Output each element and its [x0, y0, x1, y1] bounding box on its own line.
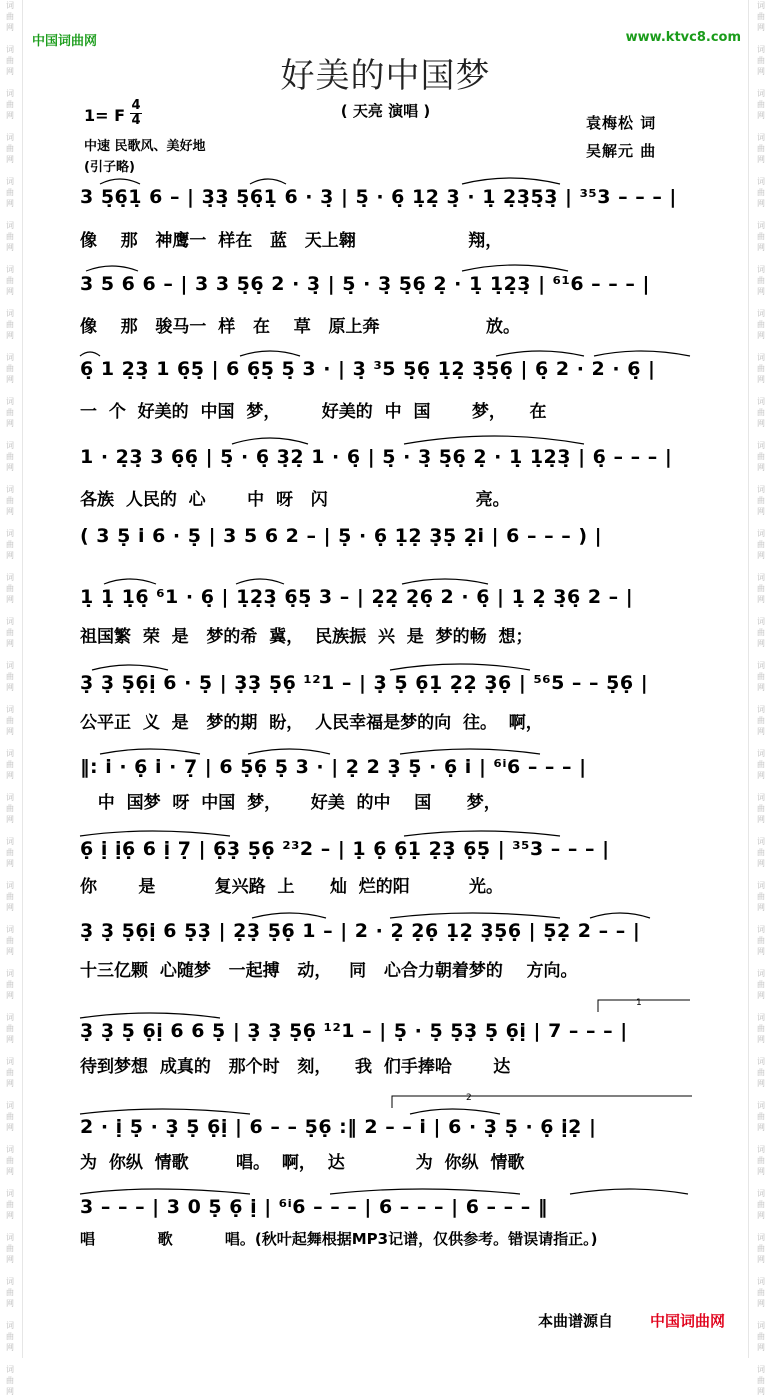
notation-row-2: 3 5 6 6 – | 3 3 5̣6̣ 2 · 3̣ | 5̣ · 3̣ 5̣6̣ 2̣ · 1̣ 1̣2̣3̣ | ⁶¹6 – – – |: [80, 273, 650, 295]
slur: [330, 1189, 520, 1194]
right-watermark-strip: 词 曲 网 词 曲 网 词 曲 网 词 曲 网 词 曲 网 词 曲 网 词 曲 网 词 曲 网 词 曲 网 词 曲 网 词 曲 网 词 曲 网 词 曲 网 词 曲 网 词 曲 网 词 曲 网 词 曲 网 词 曲 网 词 曲 网 词 曲 网 词 曲 网 词 曲 网 词 曲 网 词 曲 网 词 曲 网 词 曲 网 词 曲 网 词 曲 网 词 曲 网 词 曲 网 词 曲 网 词 曲 网: [757, 1, 765, 1396]
volta-bracket-1: [598, 1000, 690, 1012]
slur: [496, 351, 584, 356]
notation-row-8: ‖: i · 6̣ i · 7̣ | 6 5̣6̣ 5̣ 3 · | 2̣ 2 3̣ 5̣ · 6̣ i | ⁶ⁱ6 – – – |: [80, 756, 587, 778]
slur: [594, 351, 690, 356]
lyric-row-3: 一 个 好美的 中国 梦， 好美的 中 国 梦， 在: [80, 402, 547, 422]
slur: [462, 265, 568, 271]
slur: [462, 178, 560, 184]
slur: [100, 749, 200, 754]
slur: [570, 1189, 688, 1194]
volta-label-1: 1: [636, 998, 642, 1008]
notation-row-3: 6̣ 1 2̣3̣ 1 6̣5̣ | 6 6̣5̣ 5̣ 3 · | 3̣ ³5 5̣6̣ 1̣2̣ 3̣5̣6̣ | 6̣ 2 · 2 · 6̣ |: [80, 358, 656, 380]
slur: [80, 831, 230, 836]
lyric-row-9: 你 是 复兴路 上 灿 烂的阳 光。: [80, 877, 503, 897]
slur: [404, 436, 584, 444]
composer-credit: 吴解元 曲: [586, 142, 657, 160]
slur: [80, 1013, 220, 1018]
left-watermark-strip: 词 曲 网 词 曲 网 词 曲 网 词 曲 网 词 曲 网 词 曲 网 词 曲 网 词 曲 网 词 曲 网 词 曲 网 词 曲 网 词 曲 网 词 曲 网 词 曲 网 词 曲 网 词 曲 网 词 曲 网 词 曲 网 词 曲 网 词 曲 网 词 曲 网 词 曲 网 词 曲 网 词 曲 网 词 曲 网 词 曲 网 词 曲 网 词 曲 网 词 曲 网 词 曲 网 词 曲 网 词 曲 网: [6, 1, 14, 1396]
slur: [240, 351, 300, 356]
slur: [92, 665, 168, 670]
site-url[interactable]: www.ktvc8.com: [625, 30, 741, 45]
key-signature: 1= F: [84, 106, 126, 125]
lyric-row-6: 祖国繁 荣 是 梦的希 冀， 民族振 兴 是 梦的畅 想；: [80, 627, 533, 647]
notation-row-11: 3̣ 3̣ 5̣ 6̣ị 6 6 5̣ | 3̣ 3̣ 5̣6̣ ¹²1 – | 5̣ · 5̣ 5̣3̣ 5̣ 6̣ị | 7 – – – |: [80, 1020, 628, 1042]
slur: [404, 831, 560, 836]
slur: [250, 179, 286, 184]
left-border-line: [22, 0, 23, 1358]
slur: [100, 179, 140, 184]
slur: [390, 913, 560, 918]
volta-bracket-2: [392, 1096, 692, 1108]
slur: [252, 913, 326, 918]
lyric-row-12: 为 你纵 情歌 唱。 啊， 达 为 你纵 情歌: [80, 1153, 525, 1173]
tempo-marking: 中速 民歌风、美好地: [84, 139, 206, 154]
slur: [236, 579, 284, 584]
slur: [80, 1109, 250, 1114]
notation-row-12: 2 · ị 5̣ · 3̣ 5̣ 6̣ị | 6 – – 5̣6̣ :‖ 2 – – i | 6 · 3̣ 5̣ · 6̣ ị2̣ |: [80, 1116, 597, 1138]
slur: [86, 266, 138, 271]
lyric-row-2: 像 那 骏马一 样 在 草 原上奔 放。: [80, 317, 520, 337]
notation-row-13: 3 – – – | 3 0 5̣ 6̣ ị | ⁶ⁱ6 – – – | 6 – – – | 6 – – – ‖: [80, 1196, 548, 1218]
slur: [402, 579, 488, 584]
lyric-row-11: 待到梦想 成真的 那个时 刻， 我 们手捧哈 达: [80, 1057, 511, 1077]
slur: [80, 352, 100, 356]
time-signature-top: 4: [131, 98, 141, 113]
notation-row-1: 3 5̣6̣1̣ 6 – | 3̣3̣ 5̣6̣1̣ 6 · 3̣ | 5̣ · 6̣ 1̣2̣ 3̣ · 1̣ 2̣3̣5̣3̣ | ³⁵3 – – – |: [80, 186, 677, 208]
notation-row-9: 6̣ ị ị6̣ 6 ị 7̣ | 6̣3̣ 5̣6̣ ²³2 – | 1̣ 6̣ 6̣1̣ 2̣3̣ 6̣5̣ | ³⁵3 – – – |: [80, 838, 610, 860]
lyric-row-8: 中 国梦 呀 中国 梦， 好美 的中 国 梦，: [80, 793, 501, 813]
source-site-name[interactable]: 中国词曲网: [650, 1312, 726, 1330]
lyric-row-4: 各族 人民的 心 中 呀 闪 亮。: [80, 490, 510, 510]
notation-row-6: 1̣ 1̣ 1̣6̣ ⁶1 · 6̣ | 1̣2̣3̣ 6̣5̣ 3 – | 2̣2̣ 2̣6̣ 2 · 6̣ | 1̣ 2̣ 3̣6̣ 2 – |: [80, 586, 634, 608]
intro-note: (引子略): [84, 160, 135, 175]
time-signature: [130, 100, 142, 127]
site-name-top[interactable]: 中国词曲网: [32, 34, 98, 49]
notation-row-7: 3̣ 3̣ 5̣6̣ị 6 · 5̣ | 3̣3̣ 5̣6̣ ¹²1 – | 3̣ 5̣ 6̣1̣ 2̣2̣ 3̣6̣ | ⁵⁶5 – – 5̣6̣ |: [80, 672, 649, 694]
notation-row-10: 3̣ 3̣ 5̣6̣ị 6 5̣3̣ | 2̣3̣ 5̣6̣ 1 – | 2 · 2̣ 2̣6̣ 1̣2̣ 3̣5̣6̣ | 5̣2̣ 2 – – |: [80, 920, 641, 942]
volta-label-2: 2: [466, 1093, 472, 1103]
slur: [248, 749, 330, 754]
notation-row-interlude: ( 3 5̣ i 6 · 5̣ | 3 5 6 2 – | 5̣ · 6̣ 1̣2̣ 3̣5̣ 2̣i | 6 – – – ) |: [80, 525, 603, 547]
slur: [590, 913, 650, 918]
slur: [232, 438, 308, 444]
source-label: 本曲谱源自: [538, 1312, 614, 1330]
slur: [400, 749, 540, 754]
slur: [390, 664, 530, 670]
slur: [410, 1109, 500, 1114]
slur: [104, 579, 156, 584]
lyric-row-13: 唱 歌 唱。(秋叶起舞根据MP3记谱，仅供参考。错误请指正。): [80, 1230, 598, 1248]
lyric-row-1: 像 那 神鹰一 样在 蓝 天上翱 翔，: [80, 231, 503, 251]
lyricist-credit: 袁梅松 词: [586, 114, 657, 132]
time-signature-bottom: 4: [131, 113, 141, 128]
slur: [80, 1189, 250, 1194]
notation-row-4: 1 · 2̣3̣ 3 6̣6̣ | 5̣ · 6̣ 3̣2̣ 1 · 6̣ | 5̣ · 3̣ 5̣6̣ 2̣ · 1̣ 1̣2̣3̣ | 6̣ – – – |: [80, 446, 673, 468]
lyric-row-7: 公平正 义 是 梦的期 盼， 人民幸福是梦的向 往。 啊，: [80, 713, 543, 733]
right-border-line: [748, 0, 749, 1358]
singer-credit: ( 天亮 演唱 ): [340, 102, 431, 120]
lyric-row-10: 十三亿颗 心随梦 一起搏 动， 同 心合力朝着梦的 方向。: [80, 961, 578, 981]
song-title: 好美的中国梦: [280, 56, 491, 96]
